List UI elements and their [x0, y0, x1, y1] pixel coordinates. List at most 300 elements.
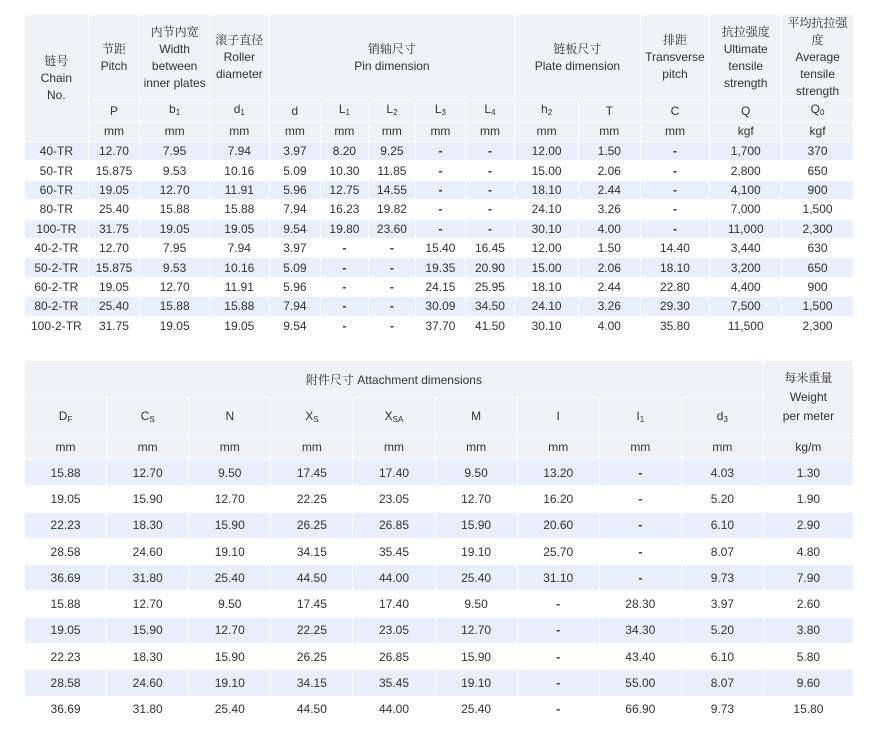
symbol-cell [189, 398, 270, 434]
header-weight-per-meter: 每米重量 Weight per meter [764, 361, 853, 434]
table-cell: 9.53 [140, 258, 209, 276]
chain-dimension-body [25, 142, 853, 335]
symbol-cell [518, 398, 599, 434]
symbol-cell [270, 101, 321, 121]
table-cell: 12.70 [89, 239, 140, 257]
table-cell: 31.80 [107, 565, 188, 590]
table-row [25, 297, 853, 315]
table-cell: 4.03 [682, 460, 763, 485]
table-cell: 14.40 [641, 239, 710, 257]
table-cell: 22.25 [271, 486, 352, 511]
header-average-tensile-strength: 平均抗拉强度 Average tensile strength [782, 15, 853, 100]
table-cell: 19.10 [436, 539, 517, 564]
table-cell: 9.73 [682, 697, 763, 722]
table-cell: 650 [782, 258, 853, 276]
table-cell: - [518, 618, 599, 643]
header-transverse-pitch: 排距 Transverse pitch [641, 15, 710, 100]
table-cell: 9.60 [764, 670, 853, 695]
table-cell: 15.88 [140, 200, 209, 218]
table-cell: 100-TR [25, 220, 88, 238]
unit-cell: mm [466, 122, 515, 141]
table-cell: 9.54 [270, 220, 321, 238]
table-cell: 15.00 [515, 258, 578, 276]
table-cell: - [369, 278, 416, 296]
table-cell: 26.25 [271, 644, 352, 669]
table-cell: 26.85 [353, 644, 434, 669]
symbol-subscript: F [67, 414, 73, 424]
table-cell: 19.05 [89, 181, 140, 199]
table-cell: 5.96 [270, 181, 321, 199]
table-cell: 15.90 [189, 513, 270, 538]
table-cell: 9.50 [436, 591, 517, 616]
table-cell: 12.00 [515, 239, 578, 257]
symbol-cell [369, 101, 416, 121]
table-cell: 44.00 [353, 565, 434, 590]
table-cell: 15.875 [89, 161, 140, 179]
table-cell: 3.80 [764, 618, 853, 643]
table-cell: 2.06 [579, 258, 640, 276]
table-cell: 34.50 [466, 297, 515, 315]
table-cell: 4,400 [710, 278, 781, 296]
table-cell: 2.90 [764, 513, 853, 538]
table-cell: 12.70 [107, 591, 188, 616]
table-cell: 11.91 [210, 278, 269, 296]
table-cell: 1.90 [764, 486, 853, 511]
table-cell: 43.40 [600, 644, 681, 669]
table-cell: - [466, 200, 515, 218]
unit-cell: mm [353, 435, 434, 459]
symbol-cell [140, 101, 209, 121]
table-cell: 7.94 [210, 142, 269, 160]
table-cell: 12.70 [140, 278, 209, 296]
table-cell: 370 [782, 142, 853, 160]
unit-cell: mm [682, 435, 763, 459]
table-cell: 44.50 [271, 565, 352, 590]
symbol-subscript: S [313, 414, 319, 424]
table-cell: 28.58 [25, 670, 106, 695]
table-cell: 66.90 [600, 697, 681, 722]
table-cell: 12.70 [436, 486, 517, 511]
symbol-base: C [140, 408, 150, 423]
table-row [25, 697, 853, 722]
table-cell: - [641, 181, 710, 199]
table-cell: 2.44 [579, 181, 640, 199]
unit-cell: mm [271, 435, 352, 459]
table-cell: 13.20 [518, 460, 599, 485]
table-cell: 3.97 [270, 239, 321, 257]
table-cell: 7.94 [270, 200, 321, 218]
table-cell: 10.16 [210, 161, 269, 179]
table-cell: 19.05 [140, 220, 209, 238]
table-cell: 15.88 [140, 297, 209, 315]
unit-cell: mm [416, 122, 465, 141]
table-cell: 31.75 [89, 317, 140, 335]
table-cell: - [518, 670, 599, 695]
table-cell: - [321, 258, 368, 276]
symbol-subscript: 0 [820, 108, 825, 117]
table-cell: 22.80 [641, 278, 710, 296]
table-row [25, 460, 853, 485]
table-cell: 6.10 [682, 513, 763, 538]
unit-cell: mm [321, 122, 368, 141]
table-cell: 19.10 [189, 670, 270, 695]
table-cell: 17.40 [353, 591, 434, 616]
unit-cell: mm [600, 435, 681, 459]
symbol-cell [682, 398, 763, 434]
table-cell: 8.07 [682, 670, 763, 695]
table-cell: 9.54 [270, 317, 321, 335]
table-cell: 35.45 [353, 539, 434, 564]
table-row [25, 670, 853, 695]
table-cell: 25.40 [436, 697, 517, 722]
chain-dimension-table [24, 14, 854, 336]
symbol-base: T [605, 103, 613, 118]
symbol-base: L [338, 102, 346, 116]
table-cell: 4.00 [579, 220, 640, 238]
table-cell: 19.05 [210, 220, 269, 238]
table-cell: 19.82 [369, 200, 416, 218]
table-cell: - [641, 161, 710, 179]
symbol-row [25, 398, 853, 434]
attachment-dimension-body [25, 460, 853, 722]
table-cell: 1.50 [579, 142, 640, 160]
table-cell: 37.70 [416, 317, 465, 335]
table-cell: 31.75 [89, 220, 140, 238]
attachment-dimension-table [24, 360, 854, 723]
table-cell: 36.69 [25, 565, 106, 590]
symbol-subscript: 1 [639, 414, 645, 424]
table-cell: 19.35 [416, 258, 465, 276]
symbol-base: P [109, 103, 118, 118]
table-cell: 2.44 [579, 278, 640, 296]
symbol-base: d [716, 408, 724, 423]
table-cell: 630 [782, 239, 853, 257]
header-attachment-dimensions: 附件尺寸 Attachment dimensions [25, 361, 763, 397]
table-cell: 50-2-TR [25, 258, 88, 276]
table-cell: 12.70 [89, 142, 140, 160]
table-cell: 5.20 [682, 618, 763, 643]
table-cell: 15.00 [515, 161, 578, 179]
table-cell: 12.70 [189, 486, 270, 511]
table-cell: 55.00 [600, 670, 681, 695]
table-cell: 3,440 [710, 239, 781, 257]
table-cell: 10.30 [321, 161, 368, 179]
table-cell: 900 [782, 278, 853, 296]
table-cell: 900 [782, 181, 853, 199]
table-cell: 24.10 [515, 297, 578, 315]
table-cell: 26.85 [353, 513, 434, 538]
table-cell: 40-TR [25, 142, 88, 160]
table-cell: 4.80 [764, 539, 853, 564]
table-cell: 30.10 [515, 317, 578, 335]
symbol-base: X [305, 408, 314, 423]
table-cell: 36.69 [25, 697, 106, 722]
unit-cell: mm [369, 122, 416, 141]
table-cell: 60-2-TR [25, 278, 88, 296]
table-cell: 7.94 [210, 239, 269, 257]
table-cell: 9.50 [436, 460, 517, 485]
table-cell: 7.95 [140, 142, 209, 160]
table-cell: - [466, 181, 515, 199]
table-cell: 4.00 [579, 317, 640, 335]
table-cell: 40-2-TR [25, 239, 88, 257]
table-cell: 1.30 [764, 460, 853, 485]
table-cell: 31.10 [518, 565, 599, 590]
unit-cell: mm [579, 122, 640, 141]
table-cell: 24.10 [515, 200, 578, 218]
table-row [25, 161, 853, 179]
table-cell: 5.09 [270, 161, 321, 179]
table-cell: 9.53 [140, 161, 209, 179]
unit-cell: mm [518, 435, 599, 459]
table-cell: 44.00 [353, 697, 434, 722]
table-cell: 35.45 [353, 670, 434, 695]
table-cell: 41.50 [466, 317, 515, 335]
table-cell: 1.50 [579, 239, 640, 257]
table-cell: 15.90 [107, 486, 188, 511]
table-cell: 7.90 [764, 565, 853, 590]
symbol-base: Q [741, 103, 751, 118]
table-cell: - [369, 258, 416, 276]
table-cell: 5.96 [270, 278, 321, 296]
table-cell: 15.90 [189, 644, 270, 669]
table-cell: 19.10 [189, 539, 270, 564]
table-cell: 34.30 [600, 618, 681, 643]
table-cell: 15.90 [107, 618, 188, 643]
table-cell: 25.40 [89, 297, 140, 315]
symbol-cell [25, 398, 106, 434]
table-cell: 12.00 [515, 142, 578, 160]
table-cell: - [600, 539, 681, 564]
table-cell: 25.70 [518, 539, 599, 564]
table-cell: 18.10 [515, 181, 578, 199]
table-row [25, 239, 853, 257]
table-cell: 23.05 [353, 618, 434, 643]
table-cell: 5.20 [682, 486, 763, 511]
table-cell: 26.25 [271, 513, 352, 538]
unit-cell: mm [270, 122, 321, 141]
table-cell: 15.875 [89, 258, 140, 276]
symbol-base: b [169, 102, 176, 116]
table-cell: 650 [782, 161, 853, 179]
table-cell: 15.88 [25, 591, 106, 616]
symbol-cell [271, 398, 352, 434]
table-cell: 2.06 [579, 161, 640, 179]
table-row [25, 200, 853, 218]
table-cell: 15.88 [210, 200, 269, 218]
table-cell: 19.05 [210, 317, 269, 335]
table-cell: 19.05 [25, 486, 106, 511]
unit-cell: mm [436, 435, 517, 459]
table-cell: - [518, 644, 599, 669]
table-cell: 12.70 [436, 618, 517, 643]
table-cell: 4,100 [710, 181, 781, 199]
symbol-row [25, 101, 853, 121]
table-cell: 17.45 [271, 460, 352, 485]
table-cell: 16.23 [321, 200, 368, 218]
table-cell: - [466, 142, 515, 160]
table-cell: - [600, 565, 681, 590]
unit-cell: kg/m [764, 435, 853, 459]
table-cell: - [416, 181, 465, 199]
table-cell: 1,500 [782, 297, 853, 315]
table-cell: 23.05 [353, 486, 434, 511]
table-cell: 10.16 [210, 258, 269, 276]
table-cell: 18.10 [641, 258, 710, 276]
symbol-base: N [225, 409, 235, 423]
table-cell: 5.09 [270, 258, 321, 276]
table-cell: - [518, 591, 599, 616]
unit-cell: mm [515, 122, 578, 141]
table-cell: 29.30 [641, 297, 710, 315]
table-cell: 3.97 [270, 142, 321, 160]
table-cell: 80-TR [25, 200, 88, 218]
symbol-subscript: 3 [441, 108, 446, 117]
table-cell: 35.80 [641, 317, 710, 335]
table-cell: 22.23 [25, 644, 106, 669]
table-cell: 50-TR [25, 161, 88, 179]
table-cell: - [600, 513, 681, 538]
table-cell: 14.55 [369, 181, 416, 199]
table-cell: 15.40 [416, 239, 465, 257]
table-row [25, 486, 853, 511]
symbol-cell [641, 101, 710, 121]
table-cell: 8.07 [682, 539, 763, 564]
table-cell: - [600, 460, 681, 485]
table-cell: - [641, 200, 710, 218]
table-cell: 19.05 [140, 317, 209, 335]
table-cell: 2,800 [710, 161, 781, 179]
symbol-cell [353, 398, 434, 434]
header-roller-diameter: 滚子直径 Roller diameter [210, 15, 269, 100]
table-cell: 22.23 [25, 513, 106, 538]
header-plate-dimension: 链板尺寸 Plate dimension [515, 15, 639, 100]
symbol-subscript: 2 [547, 108, 553, 117]
table-cell: - [321, 297, 368, 315]
table-cell: 15.88 [25, 460, 106, 485]
table-cell: 25.40 [189, 565, 270, 590]
unit-row [25, 122, 853, 141]
symbol-base: M [471, 409, 482, 423]
table-cell: 24.60 [107, 539, 188, 564]
symbol-subscript: 1 [345, 108, 350, 117]
table-cell: 30.09 [416, 297, 465, 315]
table-cell: 12.70 [189, 618, 270, 643]
unit-cell: kgf [782, 122, 853, 141]
table-cell: 7,500 [710, 297, 781, 315]
table-cell: 25.40 [89, 200, 140, 218]
table-cell: 12.75 [321, 181, 368, 199]
header-ultimate-tensile-strength: 抗拉强度 Ultimate tensile strength [710, 15, 781, 100]
symbol-cell [579, 101, 640, 121]
table-cell: 34.15 [271, 539, 352, 564]
table-cell: 18.30 [107, 513, 188, 538]
symbol-base: X [384, 408, 393, 423]
symbol-cell [210, 101, 269, 121]
symbol-cell [107, 398, 188, 434]
table-cell: 1,700 [710, 142, 781, 160]
table-cell: 3.26 [579, 200, 640, 218]
symbol-cell [466, 101, 515, 121]
table-row [25, 513, 853, 538]
table-cell: - [321, 317, 368, 335]
table-cell: 5.80 [764, 644, 853, 669]
table-cell: 25.95 [466, 278, 515, 296]
table-cell: 19.05 [89, 278, 140, 296]
symbol-base: L [484, 102, 492, 116]
table-row [25, 591, 853, 616]
table-cell: 6.10 [682, 644, 763, 669]
table-cell: - [641, 142, 710, 160]
table-cell: - [321, 239, 368, 257]
table-cell: 16.20 [518, 486, 599, 511]
table-cell: 22.25 [271, 618, 352, 643]
table-cell: 7.95 [140, 239, 209, 257]
table-cell: 17.45 [271, 591, 352, 616]
table-cell: - [369, 297, 416, 315]
table-cell: 11.91 [210, 181, 269, 199]
table-cell: 7,000 [710, 200, 781, 218]
table-cell: - [416, 142, 465, 160]
table-row [25, 317, 853, 335]
table-cell: 11,000 [710, 220, 781, 238]
header-pitch: 节距 Pitch [89, 15, 140, 100]
table-cell: - [321, 278, 368, 296]
symbol-base: h [541, 102, 548, 116]
table-cell: 7.94 [270, 297, 321, 315]
symbol-cell [710, 101, 781, 121]
table-cell: 19.10 [436, 670, 517, 695]
symbol-subscript: 2 [393, 108, 398, 117]
symbol-base: d [233, 102, 241, 116]
symbol-base: D [58, 408, 68, 423]
symbol-cell [89, 101, 140, 121]
table-cell: 9.25 [369, 142, 416, 160]
symbol-subscript: 1 [240, 108, 245, 117]
table-cell: - [416, 220, 465, 238]
table-cell: 12.70 [140, 181, 209, 199]
table-cell: 15.90 [436, 644, 517, 669]
unit-cell: mm [25, 435, 106, 459]
table-cell: 15.80 [764, 697, 853, 722]
table-cell: 12.70 [107, 460, 188, 485]
symbol-base: L [386, 102, 394, 116]
table-cell: 19.05 [25, 618, 106, 643]
table-cell: 34.15 [271, 670, 352, 695]
unit-cell: mm [140, 122, 209, 141]
table-cell: - [369, 239, 416, 257]
table-cell: 11.85 [369, 161, 416, 179]
table-cell: 23.60 [369, 220, 416, 238]
table-cell: - [518, 697, 599, 722]
table-cell: - [600, 486, 681, 511]
table-cell: 9.73 [682, 565, 763, 590]
symbol-cell [515, 101, 578, 121]
header-pin-dimension: 销轴尺寸 Pin dimension [270, 15, 515, 100]
symbol-cell [416, 101, 465, 121]
table-cell: 24.15 [416, 278, 465, 296]
table-cell: 1,500 [782, 200, 853, 218]
table-cell: 44.50 [271, 697, 352, 722]
table-cell: - [641, 220, 710, 238]
table-cell: 80-2-TR [25, 297, 88, 315]
table-cell: 19.80 [321, 220, 368, 238]
unit-row [25, 435, 853, 459]
table-cell: 25.40 [436, 565, 517, 590]
table-cell: 28.58 [25, 539, 106, 564]
table-row [25, 142, 853, 160]
symbol-base: I [556, 409, 560, 423]
